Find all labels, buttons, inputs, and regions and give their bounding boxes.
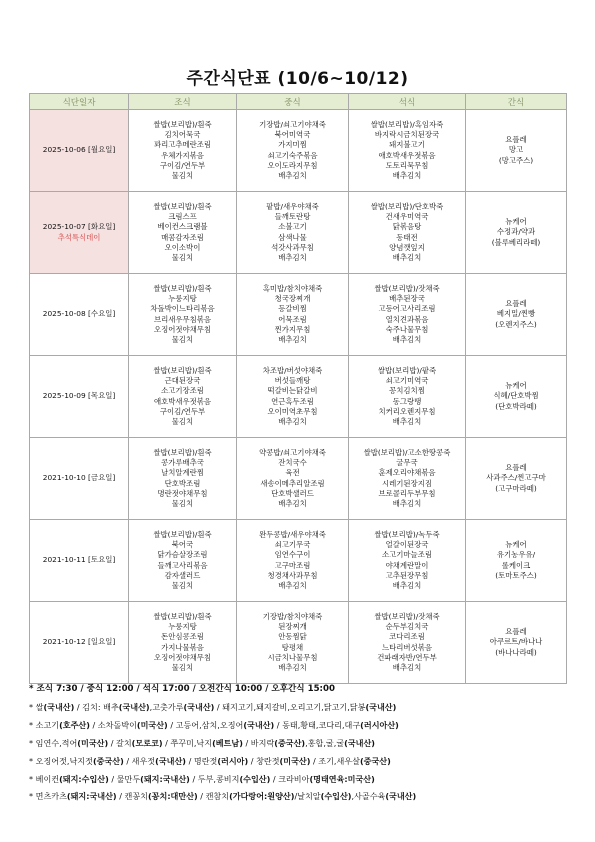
- origin-country: (꽁치:대만산): [147, 791, 198, 802]
- menu-item: 롤케이크: [501, 560, 531, 570]
- menu-item: 북어국: [171, 540, 194, 550]
- dinner-cell: [349, 274, 466, 356]
- menu-item: 된장찌개: [278, 622, 307, 632]
- dinner-cell: [349, 602, 466, 684]
- menu-item: 단호박샐러드: [271, 488, 314, 498]
- dinner-cell: [349, 110, 466, 192]
- menu-item: 석갓사과무침: [271, 242, 314, 252]
- menu-item: (토마토주스): [495, 570, 537, 580]
- menu-item: 날치알계란찜: [161, 468, 204, 478]
- dinner-cell: [349, 438, 466, 520]
- date-cell: [30, 520, 129, 602]
- origin-item: / 새우젓: [123, 755, 156, 766]
- origin-item: / 김치: 배추: [74, 701, 119, 712]
- snack-cell: [466, 602, 567, 684]
- menu-item: (고구마라떼): [495, 483, 537, 493]
- table-row: [30, 192, 567, 274]
- menu-item: 요플레: [505, 627, 527, 637]
- menu-item: 육전: [285, 468, 300, 478]
- origin-country: (국내산): [344, 737, 375, 748]
- menu-item: 완두콩밥/새우야채죽: [259, 529, 326, 539]
- origin-item: * 베이컨: [29, 773, 60, 784]
- menu-item: 삼색나물: [278, 232, 307, 242]
- origin-country: (국내산): [118, 701, 150, 712]
- menu-item: 시금치나물무침: [267, 652, 318, 662]
- menu-item: 탕평채: [281, 642, 304, 652]
- special-day-label: 추석특식데이: [57, 232, 101, 242]
- origin-country: (수입산): [239, 773, 271, 784]
- menu-item: 떡갈비는닭갈비: [267, 386, 318, 396]
- menu-item: 고추된장무침: [385, 570, 429, 580]
- snack-cell: [466, 520, 567, 602]
- menu-item: 닭가슴살장조림: [157, 550, 208, 560]
- menu-item: 오징어젓야채무침: [153, 652, 212, 662]
- menu-item: (단호박라떼): [495, 401, 537, 411]
- origin-item: / 크라비아: [270, 773, 310, 784]
- origin-item: / 캔꽁치: [116, 791, 148, 802]
- menu-item: 단호박조림: [164, 478, 201, 488]
- origin-country: (미국산): [279, 755, 311, 766]
- origin-country: (베트남): [212, 737, 243, 748]
- origin-item: / 쭈꾸미,낙지: [162, 737, 213, 748]
- menu-item: 코다리조림: [389, 632, 425, 642]
- menu-item: 새송이메추리알조림: [260, 478, 325, 488]
- menu-item: 흑미밥/참치야채죽: [262, 283, 323, 293]
- origin-item: / 동태,황태,코다리,대구: [274, 719, 361, 730]
- lunch-cell: [237, 192, 349, 274]
- menu-item: 배추김치: [278, 498, 307, 508]
- menu-item: 쇠고기무국: [274, 540, 311, 550]
- origin-line: [29, 717, 569, 735]
- menu-item: 소불고기: [278, 222, 307, 232]
- menu-item: 바지락시금치된장국: [374, 130, 440, 140]
- menu-item: 유기농우유/: [496, 550, 536, 560]
- snack-cell: [466, 356, 567, 438]
- dinner-cell: [349, 356, 466, 438]
- menu-item: 잔치국수: [278, 458, 307, 468]
- menu-item: 브리새우무침볶음: [153, 314, 212, 324]
- origin-country: (미국산): [136, 719, 168, 730]
- origin-country: (호주산): [59, 719, 90, 730]
- breakfast-cell: [129, 438, 237, 520]
- date-cell: [30, 192, 129, 274]
- origin-item: * 면츠카츠: [29, 791, 67, 802]
- origin-item: ,고춧가루: [149, 701, 184, 712]
- breakfast-cell: [129, 602, 237, 684]
- menu-item: 아쿠르트/바나나: [489, 637, 543, 647]
- origin-line: [29, 735, 569, 753]
- lunch-cell: [237, 438, 349, 520]
- menu-item: 청국장찌개: [274, 294, 311, 304]
- table-row: [30, 602, 567, 684]
- menu-item: 브로콜리두부무침: [378, 488, 436, 498]
- origin-country: (모로코): [131, 737, 163, 748]
- origin-country: (국내산): [155, 755, 186, 766]
- origin-item: / 돼지고기,돼지갈비,오리고기,닭고기,닭봉: [214, 701, 366, 712]
- origin-country: (국내산): [365, 701, 397, 712]
- origin-country: (중국산): [359, 755, 391, 766]
- origin-item: / 명란젓: [186, 755, 218, 766]
- menu-item: 애호박새우젓볶음: [378, 150, 436, 160]
- menu-item: 순두부김치국: [385, 622, 429, 632]
- menu-item: 들깨고사리볶음: [157, 560, 208, 570]
- menu-item: 물김치: [171, 170, 194, 180]
- origin-country: (명태연육:미국산): [309, 773, 375, 784]
- menu-item: 물김치: [171, 580, 194, 590]
- dinner-cell: [349, 192, 466, 274]
- menu-item: 애호박새우젓볶음: [153, 396, 212, 406]
- menu-item: 물김치: [171, 416, 194, 426]
- menu-item: 우체가지볶음: [161, 150, 204, 160]
- menu-item: 쌀밥(보리밥)/흰죽: [153, 201, 212, 211]
- menu-item: 시레기된장지짐: [382, 478, 432, 488]
- origin-country: (수입산): [320, 791, 352, 802]
- breakfast-cell: [129, 192, 237, 274]
- date-label: 2025-10-08 [수요일]: [42, 309, 116, 319]
- breakfast-cell: [129, 520, 237, 602]
- snack-cell: [466, 192, 567, 274]
- origin-country: (국내산): [385, 791, 417, 802]
- breakfast-cell: [129, 356, 237, 438]
- menu-item: 물김치: [171, 252, 194, 262]
- menu-item: 누룽지탕: [168, 294, 197, 304]
- origin-line: [29, 771, 569, 789]
- menu-item: 오이도라지무침: [267, 160, 318, 170]
- menu-item: 등갈비찜: [278, 304, 307, 314]
- menu-item: 쌀밥(보리밥)/고소한땅콩죽: [363, 447, 451, 457]
- menu-item: 꽈리고추메란조림: [153, 140, 212, 150]
- menu-item: 물김치: [171, 334, 194, 344]
- origin-country: (중국산): [274, 737, 306, 748]
- menu-item: 약콩밥/쇠고기야채죽: [259, 447, 326, 457]
- origin-item: / 두부,콩비지: [189, 773, 240, 784]
- menu-item: 찐가지무침: [274, 324, 311, 334]
- menu-item: 버섯들깨탕: [274, 376, 311, 386]
- menu-item: 구이김/연두부: [159, 406, 206, 416]
- menu-item: 배추김치: [392, 170, 422, 180]
- menu-item: 쌀밥(보리밥)/흰죽: [153, 283, 212, 293]
- table-row: [30, 110, 567, 192]
- menu-item: 베지밀/찐빵: [496, 309, 536, 319]
- menu-item: 크림스프: [168, 212, 197, 222]
- origin-item: * 소고기: [29, 719, 60, 730]
- origin-country: (중국산): [92, 755, 124, 766]
- menu-item: 기장밥/참치야채죽: [262, 611, 323, 621]
- origin-item: * 임연수,적어: [29, 737, 78, 748]
- origin-line: [29, 753, 569, 771]
- menu-item: 임연수구이: [274, 550, 311, 560]
- origin-list: [29, 699, 569, 806]
- date-cell: [30, 274, 129, 356]
- date-cell: [30, 356, 129, 438]
- menu-item: 쇠고기미역국: [385, 376, 429, 386]
- menu-item: 배추김치: [278, 170, 307, 180]
- menu-item: 쇠고기숙주볶음: [267, 150, 318, 160]
- menu-item: 근대된장국: [164, 376, 201, 386]
- menu-item: 건새우미역국: [385, 212, 429, 222]
- menu-item: 연근흑두조림: [271, 396, 314, 406]
- origin-country: (국내산): [243, 719, 275, 730]
- menu-item: 북어미역국: [274, 130, 311, 140]
- menu-item: 쌀밥(보리밥)/흰죽: [153, 119, 212, 129]
- origin-item: /날치알: [294, 791, 321, 802]
- menu-item: 청경채사과무침: [267, 570, 318, 580]
- origin-item: / 캔참치: [197, 791, 230, 802]
- table-row: [30, 356, 567, 438]
- date-label: 2025-10-07 [화요일]: [42, 222, 116, 232]
- origin-item: * 쌀: [29, 701, 44, 712]
- origin-country: (가다랑어:원양산): [229, 791, 295, 802]
- menu-item: 차돌박이느타리볶음: [150, 304, 215, 314]
- header-date: 식단일자: [30, 94, 129, 110]
- origin-item: / 창란젓: [248, 755, 280, 766]
- menu-item: 굴무국: [396, 458, 418, 468]
- menu-item: (망고주스): [498, 155, 534, 165]
- menu-item: 야채계란말이: [385, 560, 429, 570]
- menu-item: 닭볶음탕: [392, 222, 422, 232]
- snack-cell: [466, 110, 567, 192]
- menu-item: 느타리버섯볶음: [382, 642, 432, 652]
- menu-item: 명란젓야채무침: [157, 488, 208, 498]
- menu-item: 배추김치: [278, 662, 307, 672]
- menu-item: 배추김치: [392, 334, 422, 344]
- menu-item: 훈제오리야채볶음: [378, 468, 436, 478]
- date-cell: [30, 438, 129, 520]
- menu-item: 쌀밥(보리밥)/흰죽: [153, 611, 212, 621]
- origin-item: / 조기,새우살: [310, 755, 360, 766]
- menu-item: 배추김치: [278, 416, 307, 426]
- origin-item: / 물만두: [108, 773, 141, 784]
- menu-item: 치커리오렌지무침: [378, 406, 436, 416]
- menu-item: (오렌지주스): [495, 319, 537, 329]
- breakfast-cell: [129, 110, 237, 192]
- menu-item: 물김치: [171, 662, 194, 672]
- breakfast-cell: [129, 274, 237, 356]
- menu-item: 오이소박이: [164, 242, 201, 252]
- origin-country: (러시아산): [360, 719, 399, 730]
- menu-item: 기장밥/쇠고기야채죽: [259, 119, 326, 129]
- table-header-row: [30, 94, 567, 110]
- menu-item: 숙주나물무침: [385, 324, 429, 334]
- menu-item: 요플레: [505, 135, 527, 145]
- date-label: 2021-10-12 [일요일]: [42, 637, 116, 647]
- menu-item: 안동찜닭: [278, 632, 307, 642]
- menu-item: 뉴케어: [505, 540, 527, 550]
- menu-item: 동그랑땡: [392, 396, 422, 406]
- page-title: 주간식단표 (10/6~10/12): [186, 69, 409, 89]
- menu-item: 김치어묵국: [164, 130, 201, 140]
- menu-item: 팥밥/새우야채죽: [266, 201, 319, 211]
- date-cell: [30, 110, 129, 192]
- menu-item: 배추김치: [392, 580, 422, 590]
- lunch-cell: [237, 602, 349, 684]
- menu-item: 쌀밥(보리밥)/잣채죽: [374, 611, 440, 621]
- menu-item: 사과주스/찐고구마: [486, 473, 546, 483]
- menu-item: 가지미찜: [278, 140, 307, 150]
- origin-country: (돼지:수입산): [59, 773, 109, 784]
- menu-item: 배추김치: [278, 334, 307, 344]
- menu-item: 베이컨스크램블: [157, 222, 208, 232]
- header-snack: 간식: [466, 94, 567, 110]
- menu-item: 가지나물볶음: [161, 642, 204, 652]
- origin-item: ,홍합,굴,굴: [305, 737, 345, 748]
- menu-item: 오징어젓야채무침: [153, 324, 212, 334]
- menu-item: 쌀밥(보리밥)/흰죽: [153, 447, 212, 457]
- menu-item: 배추김치: [392, 662, 422, 672]
- origin-country: (국내산): [43, 701, 75, 712]
- menu-item: 요플레: [505, 299, 527, 309]
- menu-item: 돼지불고기: [389, 140, 425, 150]
- menu-item: 배추김치: [278, 580, 307, 590]
- origin-item: / 갈치: [108, 737, 132, 748]
- menu-item: 고구마조림: [274, 560, 311, 570]
- menu-item: 꽁치김치찜: [389, 386, 425, 396]
- menu-item: 감자샐러드: [164, 570, 201, 580]
- origin-country: (국내산): [183, 701, 215, 712]
- menu-item: 콩가루배추국: [161, 458, 204, 468]
- snack-cell: [466, 438, 567, 520]
- menu-item: 소고기장조림: [161, 386, 204, 396]
- menu-item: 매콤감자조림: [161, 232, 204, 242]
- menu-item: 쌀밥(보리밥)/잣채죽: [374, 283, 440, 293]
- menu-item: 동태전: [396, 232, 418, 242]
- menu-item: 어묵조림: [278, 314, 307, 324]
- menu-item: 차조밥/버섯야채죽: [262, 365, 323, 375]
- weekly-menu-table: [29, 93, 567, 684]
- origin-item: / 바지락: [242, 737, 275, 748]
- menu-item: 쌀밥(보리밥)/흰죽: [153, 365, 212, 375]
- menu-item: 돈안심콩조림: [161, 632, 204, 642]
- menu-item: 쌀밥(보리밥)/흰죽: [153, 529, 212, 539]
- header-dinner: 석식: [349, 94, 466, 110]
- menu-item: 들깨토란탕: [274, 212, 311, 222]
- menu-item: 배추김치: [392, 416, 422, 426]
- menu-item: 뉴케어: [505, 381, 527, 391]
- menu-item: 배추김치: [392, 498, 422, 508]
- meal-times: * 조식 7:30 / 중식 12:00 / 석식 17:00 / 오전간식 10:00 / 오후간식 15:00: [29, 684, 335, 694]
- origin-item: * 오징어젓,낙지젓: [29, 755, 93, 766]
- lunch-cell: [237, 520, 349, 602]
- menu-item: 오이미역초무침: [267, 406, 318, 416]
- menu-item: 망고: [508, 145, 524, 155]
- date-label: 2021-10-10 [금요일]: [42, 473, 116, 483]
- menu-item: 건파래자반/연두부: [377, 652, 437, 662]
- origin-country: (미국산): [77, 737, 109, 748]
- menu-item: 쌀밥(보리밥)/흑임자죽: [370, 119, 444, 129]
- menu-item: 뉴케어: [505, 217, 527, 227]
- menu-item: (바나나라떼): [495, 647, 537, 657]
- origin-country: (돼지:국내산): [140, 773, 190, 784]
- origin-line: [29, 699, 569, 717]
- menu-item: 도토리묵무침: [385, 160, 429, 170]
- menu-item: 구이김/연두부: [159, 160, 206, 170]
- origin-line: [29, 788, 569, 806]
- date-label: 2021-10-11 [토요일]: [42, 555, 116, 565]
- menu-item: (블루베리라떼): [491, 237, 541, 247]
- table-row: [30, 520, 567, 602]
- menu-item: 양념깻잎지: [389, 242, 425, 252]
- lunch-cell: [237, 274, 349, 356]
- menu-item: 배추된장국: [389, 294, 425, 304]
- origin-item: / 고등어,삼치,오징어: [167, 719, 244, 730]
- origin-item: ,사골수육: [351, 791, 386, 802]
- menu-item: 쌀밥(보리밥)/단호박죽: [370, 201, 444, 211]
- menu-item: 식혜/단호박찜: [493, 391, 539, 401]
- menu-item: 쌀밥(보리밥)/녹두죽: [374, 529, 440, 539]
- origin-country: (러시아): [217, 755, 249, 766]
- menu-item: 배추김치: [392, 252, 422, 262]
- date-label: 2025-10-09 [목요일]: [42, 391, 116, 401]
- menu-item: 수정과/약과: [496, 227, 536, 237]
- date-cell: [30, 602, 129, 684]
- menu-item: 소고기마늘조림: [382, 550, 432, 560]
- menu-item: 누룽지탕: [168, 622, 197, 632]
- menu-item: 얼갈이된장국: [385, 540, 429, 550]
- table-row: [30, 274, 567, 356]
- menu-item: 배추김치: [278, 252, 307, 262]
- date-label: 2025-10-06 [월요일]: [42, 145, 116, 155]
- menu-item: 요플레: [505, 463, 527, 473]
- lunch-cell: [237, 110, 349, 192]
- snack-cell: [466, 274, 567, 356]
- dinner-cell: [349, 520, 466, 602]
- table-row: [30, 438, 567, 520]
- menu-item: 고등어고사리조림: [378, 304, 436, 314]
- menu-item: 쌀밥(보리밥)/팥죽: [377, 365, 437, 375]
- origin-country: (돼지:국내산): [66, 791, 117, 802]
- header-breakfast: 조식: [129, 94, 237, 110]
- menu-item: 열치견과볶음: [385, 314, 429, 324]
- notes-section: [29, 681, 569, 806]
- header-lunch: 중식: [237, 94, 349, 110]
- origin-item: / 소차돌박이: [89, 719, 137, 730]
- lunch-cell: [237, 356, 349, 438]
- menu-item: 물김치: [171, 498, 194, 508]
